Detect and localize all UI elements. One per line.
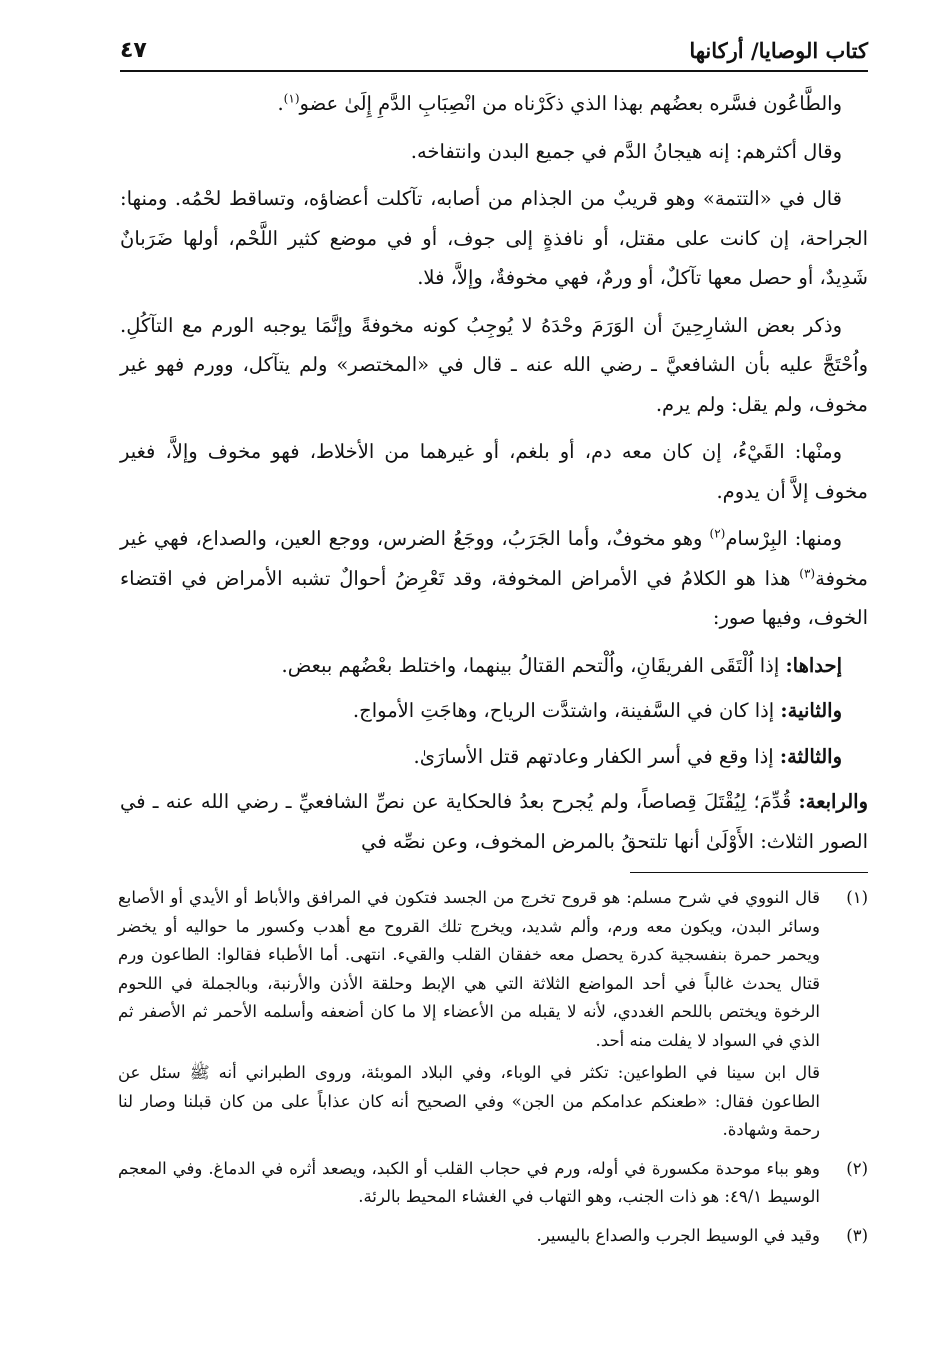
footnotes (118, 884, 868, 1260)
footnote-number: (١) (846, 888, 868, 907)
case-item: والثالثة: إذا وقع في أسر الكفار وعادتهم قتل الأسارَىٰ. (413, 744, 842, 768)
footnote (118, 884, 868, 1149)
paragraph: والطَّاعُون فسَّره بعضُهم بهذا الذي ذكَرْناه من انْصِبَابِ الدَّمِ إِلَىٰ عضو$^{(١)}$. (277, 91, 842, 115)
running-title: كتاب الوصايا/ أركانها (689, 37, 868, 63)
footnote-number: (٣) (846, 1225, 868, 1245)
footnote-text: قال ابن سينا في الطواعين: تكثر في الوباء، وفي البلاد الموبئة، وروى الطبراني أنه ﷺ سئل عن الطاعون فقال: «طعنكم عدامكم من الجن» وفي الصحيح أنه كان عذاباً على من كان قبلنا وصار لنا رحمة وشهادة. (118, 1063, 820, 1139)
case-label: والثالثة: (779, 744, 842, 768)
footnote-text: قال النووي في شرح مسلم: هو قروح تخرج من الجسد فتكون في المرافق والأباط أو الأيدي أو الأصابع وسائر البدن، ويكون معه ورم، وألم شديد، ويخرج تلك القروح مع أهدب وكسور ما حواليه أو يخضر ويحمر حمرة بنفسجية كدرة يحصل معه خفقان القلب والقيء. انتهى. أما الأطباء فقالوا: الطاعون ورم قتال يحدث غالباً في أحد المواضع الثلاثة التي هي الإبط وحلقة الأذن والأرنبة، وبالجملة في اللحوم الرخوة ويختص باللحم الغددي، لأنه لا يقبله من الأعضاء إلا ما كان أضعفه وأسلمه الأحمر ثم الأصفر ثم الذي في السواد لا يفلت منه أحد. (118, 888, 820, 1050)
footnote-separator (630, 872, 868, 873)
paragraph: وقال أكثرهم: إنه هيجانُ الدَّم في جميع البدن وانتفاخه. (410, 139, 842, 163)
case-item: إحداها: إذا اُلْتَقَى الفريقَانِ، واُلْتحم القتالُ بينهما، واختلط بعْضُهم ببعض. (281, 653, 842, 677)
case-item: والرابعة: قُدِّمَ؛ لِيُقْتَلَ قِصاصاً، ولم يُجرح بعدُ فالحكاية عن نصِّ الشافعيِّ ـ رضي الله عنه ـ في الصور الثلاث: الأَوْلَىٰ أنها تلتحقُ بالمرض المخوف، وعن نصِّه في (120, 790, 868, 853)
footnote-ref[interactable]: (٣) (799, 566, 816, 580)
footnote-number: (٢) (846, 1158, 868, 1178)
case-label: والرابعة: (798, 790, 868, 813)
case-label: إحداها: (785, 653, 842, 677)
paragraph: ومنها: البِرْسام$^{(٢)}$ وهو مخوفٌ، وأما الجَرَبُ، ووجَعُ الضرس، ووجع العين، والصداع، فهي غير مخوفة$^{(٣)}$ هذا هو الكلامُ في الأمراض المخوفة، وقد تَعْرِضُ أحوالٌ تشبه الأمراض في اقتضاء الخوف، وفيها صور: (120, 526, 868, 629)
footnote-text: وقيد في الوسيط الجرب والصداع باليسير. (536, 1225, 820, 1245)
case-item: والثانية: إذا كان في السَّفينة، واشتدَّت الرياح، وهاجَتِ الأمواج. (352, 699, 842, 722)
paragraph: قال في «التتمة» وهو قريبٌ من الجذام من أصابه، تآكلت أعضاؤه، وتساقط لحْمُه. ومنها: الجراحة، إن كانت على مقتل، أو نافذةٍ إلى جوف، أو في موضع كثير اللَّحْم، أولها ضَرَبانٌ شَدِيدٌ، أو حصل معها تآكلٌ، أو ورمٌ، فهي مخوفةٌ، وإلاَّ، فلا. (120, 187, 868, 289)
case-label: والثانية: (780, 699, 842, 722)
footnote (118, 1155, 868, 1216)
footnote-ref[interactable]: (٢) (709, 526, 726, 541)
paragraph: وذكر بعض الشارِحِينَ أن الوَرَمَ وحْدَهُ لا يُوجِبُ كونه مخوفةً وإنَّمَا يوجبه الورم مع التآكُلِ. واُحْتَجَّ عليه بأن الشافعيَّ ـ رضي الله عنه ـ قال في «المختصر» ولم يتآكل، وورم فهو غير مخوف، ولم يقل: ولم يرم. (120, 313, 868, 416)
footnote-ref[interactable]: (١) (283, 91, 300, 106)
main-text (120, 84, 868, 869)
footnote (118, 1222, 868, 1255)
page-number: ٤٧ (120, 37, 147, 63)
footnote-text: وهو بباء موحدة مكسورة في أوله، ورم في حجاب القلب أو الكبد، ويصعد أثره في الدماغ. وفي المعجم الوسيط ٤٩/١: هو ذات الجنب، وهو التهاب في الغشاء المحيط بالرئة. (118, 1158, 820, 1206)
paragraph: ومنْها: القَيْءُ، إن كان معه دم، أو بلغم، أو غيرهما من الأخلاط، فهو مخوف وإلاَّ، فغير مخوف إلاَّ أن يدوم. (120, 440, 868, 503)
page-header (120, 30, 868, 72)
